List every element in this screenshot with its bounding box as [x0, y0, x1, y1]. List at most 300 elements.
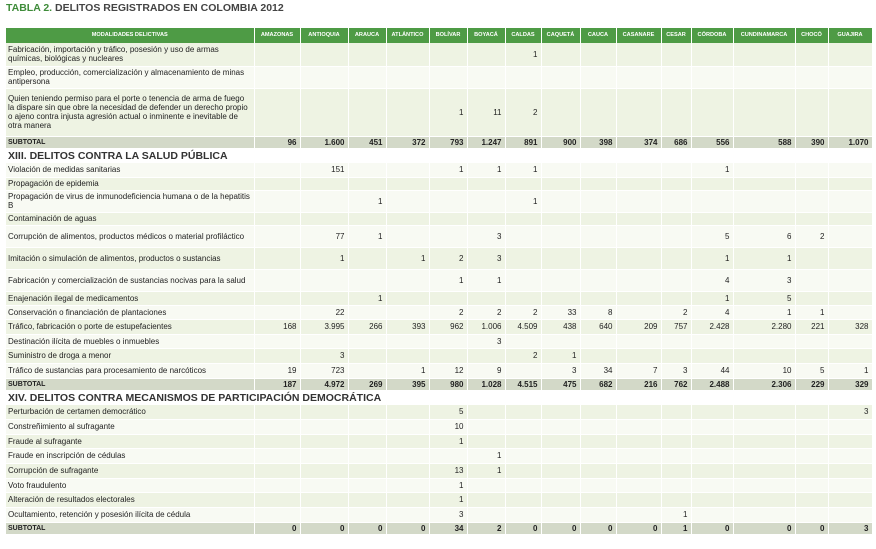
value-cell: 1 — [691, 163, 733, 177]
table-row — [6, 66, 872, 88]
column-header-department: ARAUCA — [348, 28, 386, 43]
table-row — [6, 43, 872, 66]
crime-type-cell: Violación de medidas sanitarias — [6, 163, 254, 177]
value-cell — [300, 434, 348, 448]
value-cell — [254, 43, 300, 66]
value-cell — [541, 269, 580, 291]
value-cell: 1 — [467, 269, 505, 291]
value-cell: 1 — [386, 247, 429, 269]
value-cell: 682 — [580, 378, 616, 390]
value-cell — [616, 269, 661, 291]
value-cell — [348, 305, 386, 319]
value-cell: 2 — [429, 305, 467, 319]
value-cell — [300, 291, 348, 305]
value-cell — [733, 507, 795, 522]
value-cell — [386, 348, 429, 363]
value-cell: 1 — [429, 88, 467, 136]
value-cell: 1 — [348, 225, 386, 247]
value-cell — [541, 190, 580, 212]
value-cell: 0 — [691, 522, 733, 534]
value-cell — [348, 348, 386, 363]
value-cell — [300, 334, 348, 348]
value-cell — [828, 88, 872, 136]
value-cell: 3 — [467, 225, 505, 247]
value-cell: 962 — [429, 319, 467, 334]
value-cell — [429, 190, 467, 212]
value-cell — [348, 492, 386, 507]
value-cell — [348, 212, 386, 225]
value-cell — [733, 419, 795, 434]
value-cell — [828, 507, 872, 522]
value-cell — [300, 448, 348, 463]
crime-type-cell: Ocultamiento, retención y posesión ilícita de cédula — [6, 507, 254, 522]
value-cell — [541, 419, 580, 434]
column-header-department: BOLÍVAR — [429, 28, 467, 43]
column-header-department: CAUCA — [580, 28, 616, 43]
value-cell — [254, 177, 300, 190]
value-cell: 1 — [828, 363, 872, 378]
value-cell — [254, 348, 300, 363]
crime-type-cell: Empleo, producción, comercialización y almacenamiento de minas antipersona — [6, 66, 254, 88]
value-cell — [661, 43, 691, 66]
value-cell: 229 — [795, 378, 828, 390]
value-cell — [580, 478, 616, 492]
value-cell: 398 — [580, 136, 616, 148]
value-cell: 1 — [348, 190, 386, 212]
value-cell — [467, 43, 505, 66]
value-cell: 3 — [733, 269, 795, 291]
value-cell: 266 — [348, 319, 386, 334]
value-cell — [661, 190, 691, 212]
value-cell — [580, 163, 616, 177]
value-cell — [580, 348, 616, 363]
value-cell: 2 — [505, 88, 541, 136]
value-cell — [616, 43, 661, 66]
table-row — [6, 405, 872, 419]
value-cell: 3 — [467, 247, 505, 269]
value-cell — [300, 507, 348, 522]
value-cell — [467, 66, 505, 88]
value-cell — [505, 177, 541, 190]
value-cell: 1 — [541, 348, 580, 363]
value-cell — [661, 405, 691, 419]
value-cell: 3.995 — [300, 319, 348, 334]
value-cell — [691, 43, 733, 66]
value-cell: 4.509 — [505, 319, 541, 334]
value-cell — [691, 212, 733, 225]
value-cell: 588 — [733, 136, 795, 148]
value-cell — [541, 43, 580, 66]
value-cell — [300, 43, 348, 66]
value-cell: 2.488 — [691, 378, 733, 390]
value-cell — [661, 478, 691, 492]
value-cell — [616, 163, 661, 177]
crime-type-cell: Tráfico, fabricación o porte de estupefacientes — [6, 319, 254, 334]
value-cell — [386, 463, 429, 478]
value-cell — [795, 463, 828, 478]
column-header-department: CHOCÓ — [795, 28, 828, 43]
value-cell — [580, 190, 616, 212]
value-cell — [661, 334, 691, 348]
value-cell — [300, 190, 348, 212]
value-cell: 7 — [616, 363, 661, 378]
value-cell — [661, 177, 691, 190]
value-cell: 33 — [541, 305, 580, 319]
value-cell — [300, 492, 348, 507]
value-cell — [348, 463, 386, 478]
value-cell — [580, 177, 616, 190]
value-cell — [348, 247, 386, 269]
value-cell: 269 — [348, 378, 386, 390]
value-cell — [580, 43, 616, 66]
crime-type-cell: Fabricación, importación y tráfico, posesión y uso de armas químicas, biológicas y nucleares — [6, 43, 254, 66]
crime-type-cell: Constreñimiento al sufragante — [6, 419, 254, 434]
crime-type-cell: Propagación de epidemia — [6, 177, 254, 190]
value-cell — [254, 434, 300, 448]
value-cell: 793 — [429, 136, 467, 148]
value-cell: 3 — [541, 363, 580, 378]
column-header-department: ANTIOQUIA — [300, 28, 348, 43]
crime-type-cell: Corrupción de sufragante — [6, 463, 254, 478]
value-cell: 1 — [733, 305, 795, 319]
value-cell — [580, 212, 616, 225]
crime-type-cell: Suministro de droga a menor — [6, 348, 254, 363]
value-cell — [661, 291, 691, 305]
table-row — [6, 190, 872, 212]
value-cell — [616, 507, 661, 522]
value-cell: 372 — [386, 136, 429, 148]
value-cell: 34 — [429, 522, 467, 534]
value-cell — [467, 507, 505, 522]
value-cell — [541, 448, 580, 463]
value-cell — [467, 212, 505, 225]
value-cell: 1 — [661, 522, 691, 534]
value-cell: 1 — [691, 247, 733, 269]
value-cell: 5 — [691, 225, 733, 247]
value-cell — [348, 177, 386, 190]
value-cell — [505, 291, 541, 305]
value-cell — [541, 66, 580, 88]
value-cell: 723 — [300, 363, 348, 378]
value-cell — [541, 507, 580, 522]
value-cell — [386, 88, 429, 136]
value-cell — [386, 269, 429, 291]
value-cell — [616, 88, 661, 136]
value-cell — [505, 225, 541, 247]
value-cell — [661, 247, 691, 269]
value-cell — [580, 419, 616, 434]
value-cell: 12 — [429, 363, 467, 378]
value-cell: 5 — [429, 405, 467, 419]
value-cell — [795, 88, 828, 136]
value-cell — [254, 405, 300, 419]
value-cell — [828, 247, 872, 269]
value-cell: 1 — [467, 463, 505, 478]
value-cell — [691, 177, 733, 190]
value-cell: 329 — [828, 378, 872, 390]
table-title-text: DELITOS REGISTRADOS EN COLOMBIA 2012 — [52, 2, 284, 14]
value-cell — [828, 66, 872, 88]
value-cell — [386, 291, 429, 305]
value-cell: 2.280 — [733, 319, 795, 334]
crime-type-cell: Corrupción de alimentos, productos médicos o material profiláctico — [6, 225, 254, 247]
value-cell: 9 — [467, 363, 505, 378]
value-cell — [541, 478, 580, 492]
value-cell — [733, 448, 795, 463]
column-header-department: CÓRDOBA — [691, 28, 733, 43]
value-cell — [691, 348, 733, 363]
value-cell — [300, 177, 348, 190]
table-row — [6, 319, 872, 334]
value-cell: 77 — [300, 225, 348, 247]
value-cell — [254, 507, 300, 522]
value-cell: 980 — [429, 378, 467, 390]
value-cell — [505, 478, 541, 492]
value-cell — [386, 66, 429, 88]
column-header-department: AMAZONAS — [254, 28, 300, 43]
value-cell: 216 — [616, 378, 661, 390]
value-cell: 393 — [386, 319, 429, 334]
value-cell — [254, 66, 300, 88]
value-cell: 209 — [616, 319, 661, 334]
value-cell — [505, 419, 541, 434]
value-cell — [300, 463, 348, 478]
value-cell — [580, 88, 616, 136]
value-cell — [828, 463, 872, 478]
value-cell — [828, 190, 872, 212]
value-cell — [691, 463, 733, 478]
value-cell — [505, 247, 541, 269]
value-cell — [429, 225, 467, 247]
value-cell — [386, 419, 429, 434]
value-cell — [795, 291, 828, 305]
value-cell — [386, 190, 429, 212]
value-cell — [348, 448, 386, 463]
value-cell — [828, 478, 872, 492]
value-cell — [254, 478, 300, 492]
value-cell: 2 — [467, 522, 505, 534]
value-cell: 1 — [348, 291, 386, 305]
value-cell — [348, 66, 386, 88]
table-row — [6, 225, 872, 247]
value-cell — [828, 269, 872, 291]
value-cell: 96 — [254, 136, 300, 148]
value-cell — [386, 492, 429, 507]
value-cell — [348, 478, 386, 492]
value-cell — [616, 448, 661, 463]
value-cell — [691, 492, 733, 507]
value-cell: 34 — [580, 363, 616, 378]
value-cell: 1 — [429, 492, 467, 507]
value-cell: 0 — [541, 522, 580, 534]
value-cell — [733, 66, 795, 88]
crime-type-cell: Contaminación de aguas — [6, 212, 254, 225]
value-cell — [254, 190, 300, 212]
value-cell: 438 — [541, 319, 580, 334]
value-cell: 0 — [505, 522, 541, 534]
value-cell — [733, 163, 795, 177]
value-cell — [616, 190, 661, 212]
value-cell — [541, 163, 580, 177]
value-cell: 1 — [505, 190, 541, 212]
subtotal-row — [6, 378, 872, 390]
value-cell — [795, 334, 828, 348]
value-cell — [795, 247, 828, 269]
value-cell — [795, 43, 828, 66]
table-row — [6, 291, 872, 305]
value-cell — [254, 334, 300, 348]
value-cell — [580, 66, 616, 88]
value-cell — [828, 448, 872, 463]
crime-type-cell: Propagación de virus de inmunodeficiencia humana o de la hepatitis B — [6, 190, 254, 212]
value-cell — [254, 88, 300, 136]
value-cell: 640 — [580, 319, 616, 334]
value-cell — [733, 463, 795, 478]
value-cell — [386, 334, 429, 348]
value-cell — [795, 177, 828, 190]
value-cell: 0 — [733, 522, 795, 534]
value-cell — [616, 463, 661, 478]
value-cell — [386, 177, 429, 190]
crime-type-cell: Imitación o simulación de alimentos, productos o sustancias — [6, 247, 254, 269]
value-cell — [580, 448, 616, 463]
value-cell — [505, 492, 541, 507]
value-cell — [661, 212, 691, 225]
table-row — [6, 177, 872, 190]
table-row — [6, 247, 872, 269]
value-cell — [795, 190, 828, 212]
value-cell — [733, 434, 795, 448]
value-cell — [467, 348, 505, 363]
value-cell — [467, 492, 505, 507]
value-cell — [661, 434, 691, 448]
value-cell — [467, 419, 505, 434]
value-cell — [616, 247, 661, 269]
value-cell: 44 — [691, 363, 733, 378]
value-cell — [616, 478, 661, 492]
value-cell: 19 — [254, 363, 300, 378]
value-cell — [505, 448, 541, 463]
value-cell — [580, 405, 616, 419]
value-cell: 1 — [661, 507, 691, 522]
value-cell — [505, 405, 541, 419]
value-cell: 0 — [386, 522, 429, 534]
value-cell — [505, 212, 541, 225]
value-cell: 4.515 — [505, 378, 541, 390]
value-cell: 0 — [580, 522, 616, 534]
crime-table — [6, 28, 873, 535]
value-cell: 0 — [795, 522, 828, 534]
value-cell — [795, 163, 828, 177]
value-cell — [541, 405, 580, 419]
value-cell — [541, 434, 580, 448]
crime-type-cell: Quien teniendo permiso para el porte o tenencia de arma de fuego la dispare sin que obre la necesidad de defender un derecho propio o ajeno contra injusta agresión actual o inminente e inevitable de otra manera — [6, 88, 254, 136]
value-cell — [616, 334, 661, 348]
value-cell — [348, 434, 386, 448]
value-cell — [505, 363, 541, 378]
subtotal-row — [6, 522, 872, 534]
value-cell: 0 — [348, 522, 386, 534]
value-cell — [541, 291, 580, 305]
subtotal-label: SUBTOTAL — [6, 136, 254, 148]
value-cell: 13 — [429, 463, 467, 478]
value-cell — [691, 478, 733, 492]
value-cell: 6 — [733, 225, 795, 247]
value-cell: 1 — [429, 434, 467, 448]
value-cell — [795, 478, 828, 492]
crime-type-cell: Fraude al sufragante — [6, 434, 254, 448]
value-cell: 556 — [691, 136, 733, 148]
value-cell: 390 — [795, 136, 828, 148]
value-cell: 3 — [300, 348, 348, 363]
value-cell — [467, 405, 505, 419]
value-cell — [541, 463, 580, 478]
value-cell: 891 — [505, 136, 541, 148]
table-header — [6, 28, 872, 43]
section-heading: XIII. DELITOS CONTRA LA SALUD PÚBLICA — [6, 148, 872, 163]
value-cell: 151 — [300, 163, 348, 177]
value-cell: 221 — [795, 319, 828, 334]
value-cell — [386, 434, 429, 448]
value-cell — [733, 177, 795, 190]
value-cell: 0 — [254, 522, 300, 534]
column-header-department: ATLÁNTICO — [386, 28, 429, 43]
table-row — [6, 88, 872, 136]
value-cell: 1 — [733, 247, 795, 269]
value-cell — [386, 448, 429, 463]
value-cell — [505, 334, 541, 348]
value-cell: 10 — [733, 363, 795, 378]
value-cell — [254, 269, 300, 291]
value-cell — [348, 507, 386, 522]
value-cell — [616, 305, 661, 319]
table-row — [6, 419, 872, 434]
value-cell — [580, 269, 616, 291]
value-cell — [429, 212, 467, 225]
value-cell: 2 — [661, 305, 691, 319]
value-cell — [795, 269, 828, 291]
value-cell — [254, 463, 300, 478]
value-cell: 2 — [795, 225, 828, 247]
value-cell: 22 — [300, 305, 348, 319]
value-cell — [300, 419, 348, 434]
value-cell: 1 — [429, 269, 467, 291]
value-cell — [733, 88, 795, 136]
value-cell — [254, 225, 300, 247]
value-cell — [828, 434, 872, 448]
value-cell — [505, 463, 541, 478]
value-cell — [348, 269, 386, 291]
value-cell — [795, 419, 828, 434]
value-cell — [505, 66, 541, 88]
section-heading-row — [6, 148, 872, 163]
value-cell — [505, 507, 541, 522]
value-cell — [580, 247, 616, 269]
section-heading-row — [6, 390, 872, 405]
table-row — [6, 305, 872, 319]
column-header-department: GUAJIRA — [828, 28, 872, 43]
value-cell: 2 — [467, 305, 505, 319]
value-cell — [254, 163, 300, 177]
value-cell — [505, 434, 541, 448]
value-cell — [616, 492, 661, 507]
value-cell — [386, 43, 429, 66]
value-cell — [828, 43, 872, 66]
value-cell — [541, 88, 580, 136]
value-cell — [828, 348, 872, 363]
value-cell — [691, 405, 733, 419]
crime-type-cell: Conservación o financiación de plantaciones — [6, 305, 254, 319]
